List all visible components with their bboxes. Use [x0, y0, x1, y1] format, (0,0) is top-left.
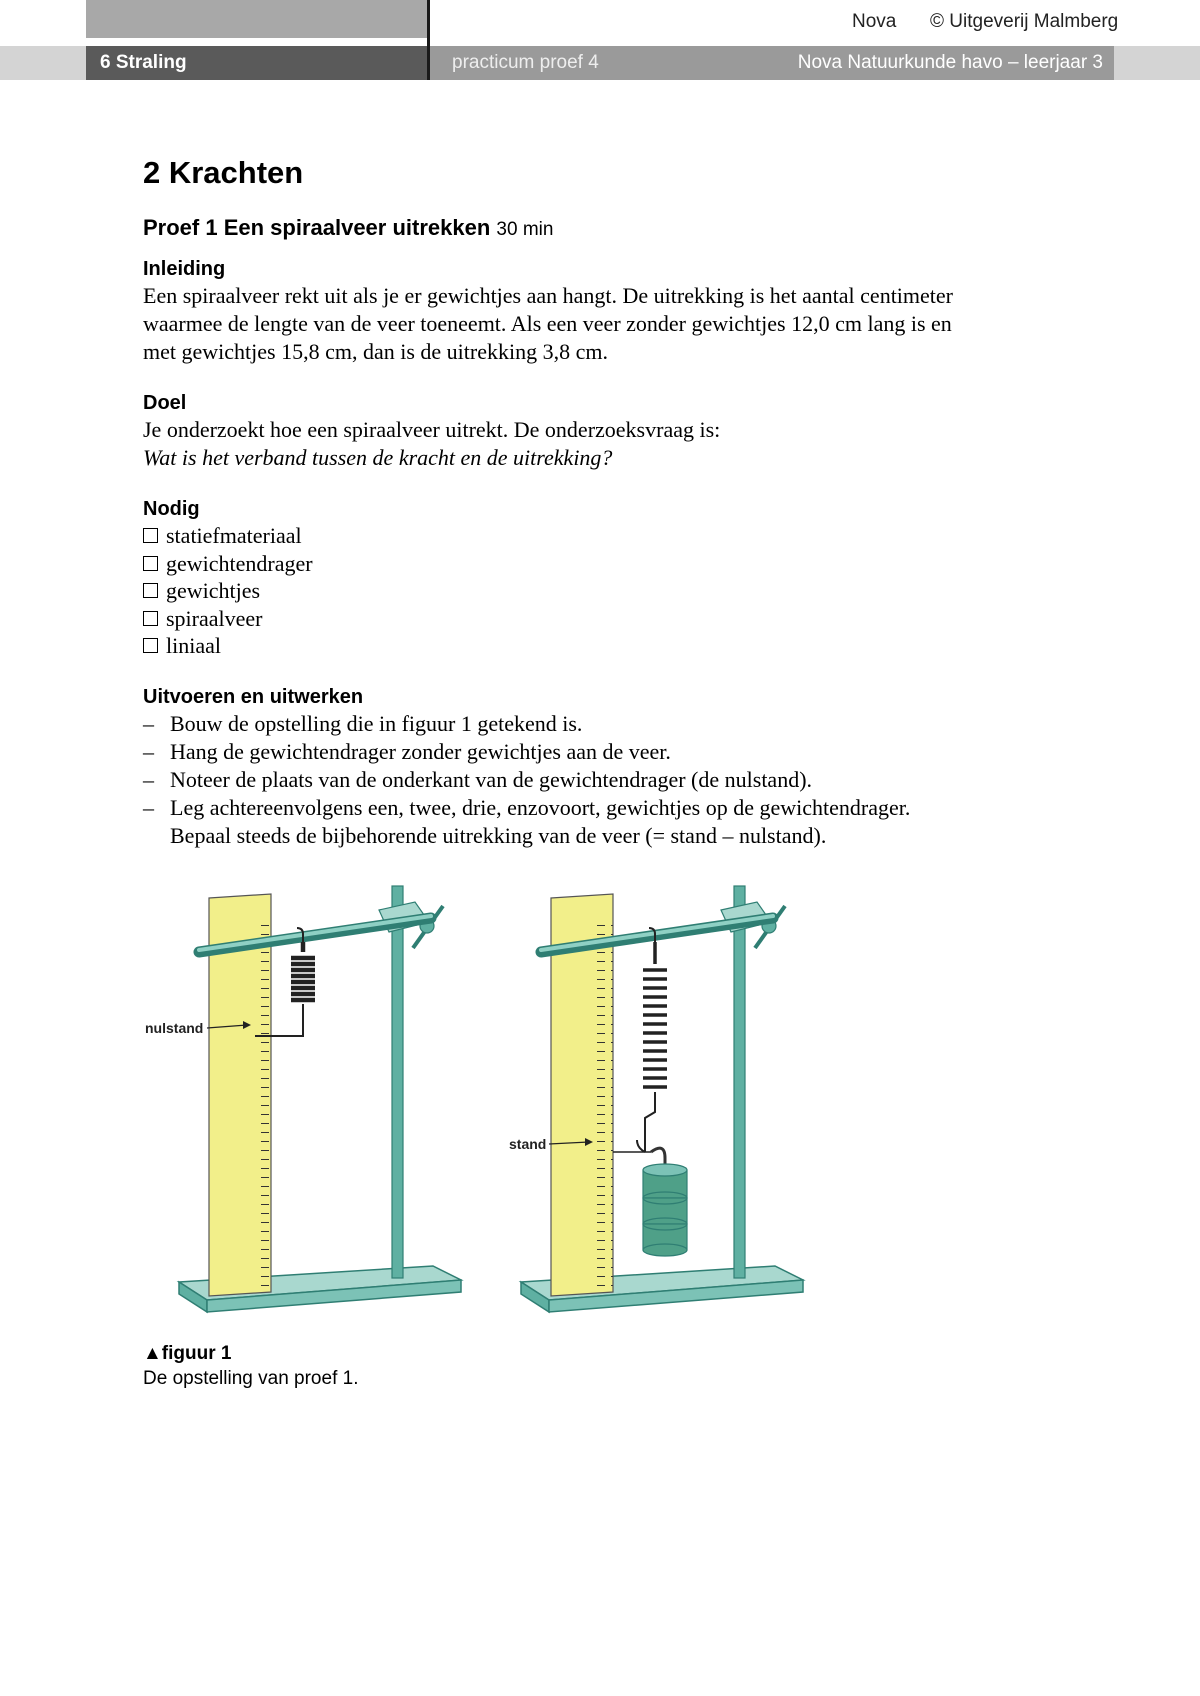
material-label: gewichtjes	[166, 578, 261, 603]
list-item	[143, 605, 1063, 633]
header-divider	[427, 0, 430, 80]
list-item	[143, 710, 1063, 738]
list-item	[143, 738, 1063, 766]
setup-nulstand	[145, 886, 461, 1312]
setup-figure	[143, 880, 823, 1330]
spring-coils	[291, 942, 315, 1000]
dash-bullet: –	[143, 794, 154, 820]
step-text: Hang de gewichtendrager zonder gewichtjes aan de veer.	[170, 738, 671, 764]
goal-text: Je onderzoekt hoe een spiraalveer uitrekt. De onderzoeksvraag is:	[143, 417, 721, 442]
goal-heading: Doel	[143, 392, 187, 414]
intro-heading: Inleiding	[143, 258, 226, 280]
brand-label: Nova	[852, 11, 897, 32]
procedure-heading: Uitvoeren en uitwerken	[143, 685, 364, 708]
research-question: Wat is het verband tussen de kracht en de uitrekking?	[143, 445, 613, 470]
nulstand-label: nulstand	[145, 1020, 204, 1036]
procedure-list	[143, 710, 1063, 850]
intro-line: Een spiraalveer rekt uit als je er gewichtjes aan hangt. De uitrekking is het aantal centimeter	[143, 283, 954, 308]
weight-top	[643, 1164, 687, 1176]
setup-stand	[509, 886, 803, 1312]
spring-coils	[643, 942, 667, 1087]
page-title: 2 Krachten	[143, 155, 304, 190]
material-label: spiraalveer	[166, 605, 263, 631]
figure-caption-title: ▲figuur 1	[143, 1343, 232, 1364]
practicum-label: practicum proef 4	[452, 52, 599, 73]
spring-lower-wire	[637, 1092, 655, 1152]
list-item	[143, 550, 1063, 578]
stand-rod	[392, 886, 403, 1278]
materials-heading: Nodig	[143, 498, 200, 520]
publisher-label: © Uitgeverij Malmberg	[930, 11, 1119, 32]
intro-line: waarmee de lengte van de veer toeneemt. Als een veer zonder gewichtjes 12,0 cm lang is en	[143, 311, 952, 336]
experiment-duration: 30 min	[496, 219, 554, 240]
material-label: liniaal	[166, 633, 221, 658]
chapter-label: 6 Straling	[100, 52, 187, 73]
checkbox[interactable]	[143, 583, 158, 598]
experiment-name: Proef 1 Een spiraalveer uitrekken	[143, 215, 491, 240]
course-label: Nova Natuurkunde havo – leerjaar 3	[797, 52, 1103, 73]
checkbox[interactable]	[143, 638, 158, 653]
page-content	[143, 150, 1063, 850]
checkbox[interactable]	[143, 611, 158, 626]
weight-bottom	[643, 1244, 687, 1256]
stand-rod	[734, 886, 745, 1278]
dash-bullet: –	[143, 766, 154, 792]
list-item	[143, 522, 1063, 550]
material-label: gewichtendrager	[166, 550, 313, 576]
list-item	[143, 766, 1063, 794]
stand-label: stand	[509, 1136, 547, 1152]
list-item	[143, 577, 1063, 605]
intro-line: met gewichtjes 15,8 cm, dan is de uitrekking 3,8 cm.	[143, 339, 608, 364]
checkbox[interactable]	[143, 556, 158, 571]
step-text: Leg achtereenvolgens een, twee, drie, enzovoort, gewichtjes op de gewichtendrager.	[170, 794, 911, 820]
step-text: Bouw de opstelling die in figuur 1 getekend is.	[170, 710, 583, 736]
figure-caption-text: De opstelling van proef 1.	[143, 1368, 359, 1389]
dash-bullet: –	[143, 710, 154, 736]
experiment-title	[143, 212, 1063, 246]
ruler-scale	[255, 920, 271, 1290]
list-item	[143, 794, 1063, 822]
material-label: statiefmateriaal	[166, 523, 302, 548]
dash-bullet: –	[143, 738, 154, 764]
header-gray-block	[86, 0, 428, 38]
list-item	[143, 822, 1063, 850]
materials-list	[143, 522, 1063, 660]
ruler-scale	[597, 920, 613, 1290]
list-item	[143, 632, 1063, 660]
step-continuation: Bepaal steeds de bijbehorende uitrekking van de veer (= stand – nulstand).	[170, 822, 827, 848]
dash-spacer	[143, 822, 170, 850]
checkbox[interactable]	[143, 528, 158, 543]
weights-stack	[643, 1164, 687, 1256]
step-text: Noteer de plaats van de onderkant van de gewichtendrager (de nulstand).	[170, 766, 813, 792]
